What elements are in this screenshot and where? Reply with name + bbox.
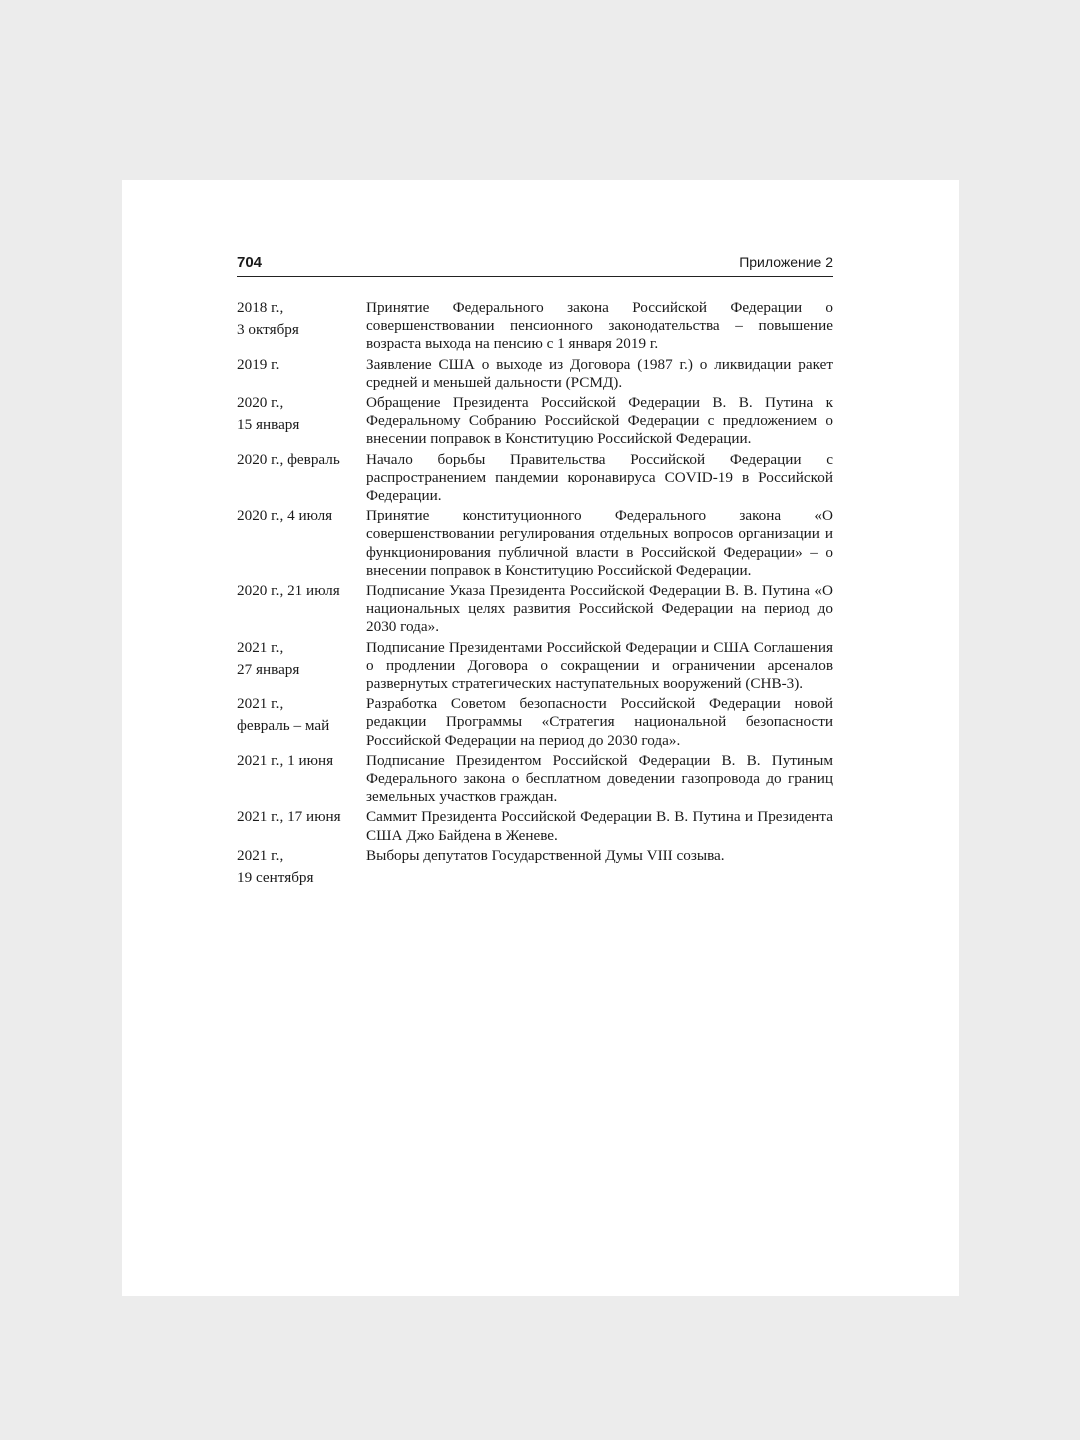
chronology-entry (237, 847, 833, 889)
entry-description: Подписание Президентами Российской Федерации и США Соглашения о продлении Договора о сокращении и ограничении арсеналов развернутых стратегических наступательных вооружений (СНВ-3). (366, 638, 833, 693)
entry-description: Принятие Федерального закона Российской Федерации о совершенствовании пенсионного законодательства – повышение возраста выхода на пенсию с 1 января 2019 г. (366, 299, 833, 353)
chronology-entry (237, 582, 833, 637)
entry-description: Подписание Указа Президента Российской Федерации В. В. Путина «О национальных целях развития Российской Федерации на период до 2030 года». (366, 582, 833, 636)
entry-description: Обращение Президента Российской Федерации В. В. Путина к Федеральному Собранию Российской Федерации с предложением о внесении поправок в Конституцию Российской Федерации. (366, 394, 833, 448)
entry-date: 2021 г., 1 июня (237, 751, 334, 769)
chronology-entry (237, 752, 833, 807)
entry-description: Подписание Президентом Российской Федерации В. В. Путиным Федерального закона о бесплатном доведении газопровода до границ земельных участков граждан. (366, 751, 833, 806)
entry-description: Выборы депутатов Государственной Думы VIII созыва. (366, 846, 725, 864)
entry-date: 2020 г., 4 июля (237, 507, 333, 525)
running-title: Приложение 2 (739, 254, 833, 270)
entry-date: 2020 г., февраль (237, 450, 340, 468)
entry-date: 2019 г. (237, 355, 280, 373)
entry-description: Принятие конституционного Федерального закона «О совершенствовании регулирования отдельных вопросов организации и функционирования публичной власти в Российской Федерации» – о внесении поправок в Конституцию Российской Федерации. (366, 507, 833, 579)
chronology-entry (237, 639, 833, 694)
entry-description: Заявление США о выходе из Договора (1987 г.) о ликвидации ракет средней и меньшей дальности (РСМД). (366, 355, 833, 391)
chronology-entry (237, 451, 833, 506)
chronology-entry (237, 299, 833, 354)
chronology-entry (237, 394, 833, 449)
entry-date: 2021 г., 17 июня (237, 808, 341, 826)
entry-date: 2021 г., 19 сентября (237, 846, 314, 886)
entry-date: 2018 г., 3 октября (237, 299, 299, 338)
entry-description: Начало борьбы Правительства Российской Федерации с распространением пандемии коронавируса COVID-19 в Российской Федерации. (366, 450, 833, 505)
entry-date: 2020 г., 15 января (237, 394, 300, 434)
chronology-entry (237, 695, 833, 750)
entry-date: 2021 г., 27 января (237, 638, 300, 678)
chronology-entry (237, 356, 833, 392)
entry-date: 2021 г., февраль – май (237, 695, 330, 735)
book-page (122, 180, 959, 1296)
entry-date: 2020 г., 21 июля (237, 582, 340, 600)
page-header (237, 252, 833, 277)
chronology-list (237, 299, 833, 891)
entry-description: Саммит Президента Российской Федерации В. В. Путина и Президента США Джо Байдена в Женеве. (366, 808, 833, 844)
chronology-entry (237, 808, 833, 844)
chronology-entry (237, 507, 833, 580)
entry-description: Разработка Советом безопасности Российской Федерации новой редакции Программы «Стратегия национальной безопасности Российской Федерации на период до 2030 года». (366, 695, 833, 749)
page-number: 704 (237, 254, 263, 271)
